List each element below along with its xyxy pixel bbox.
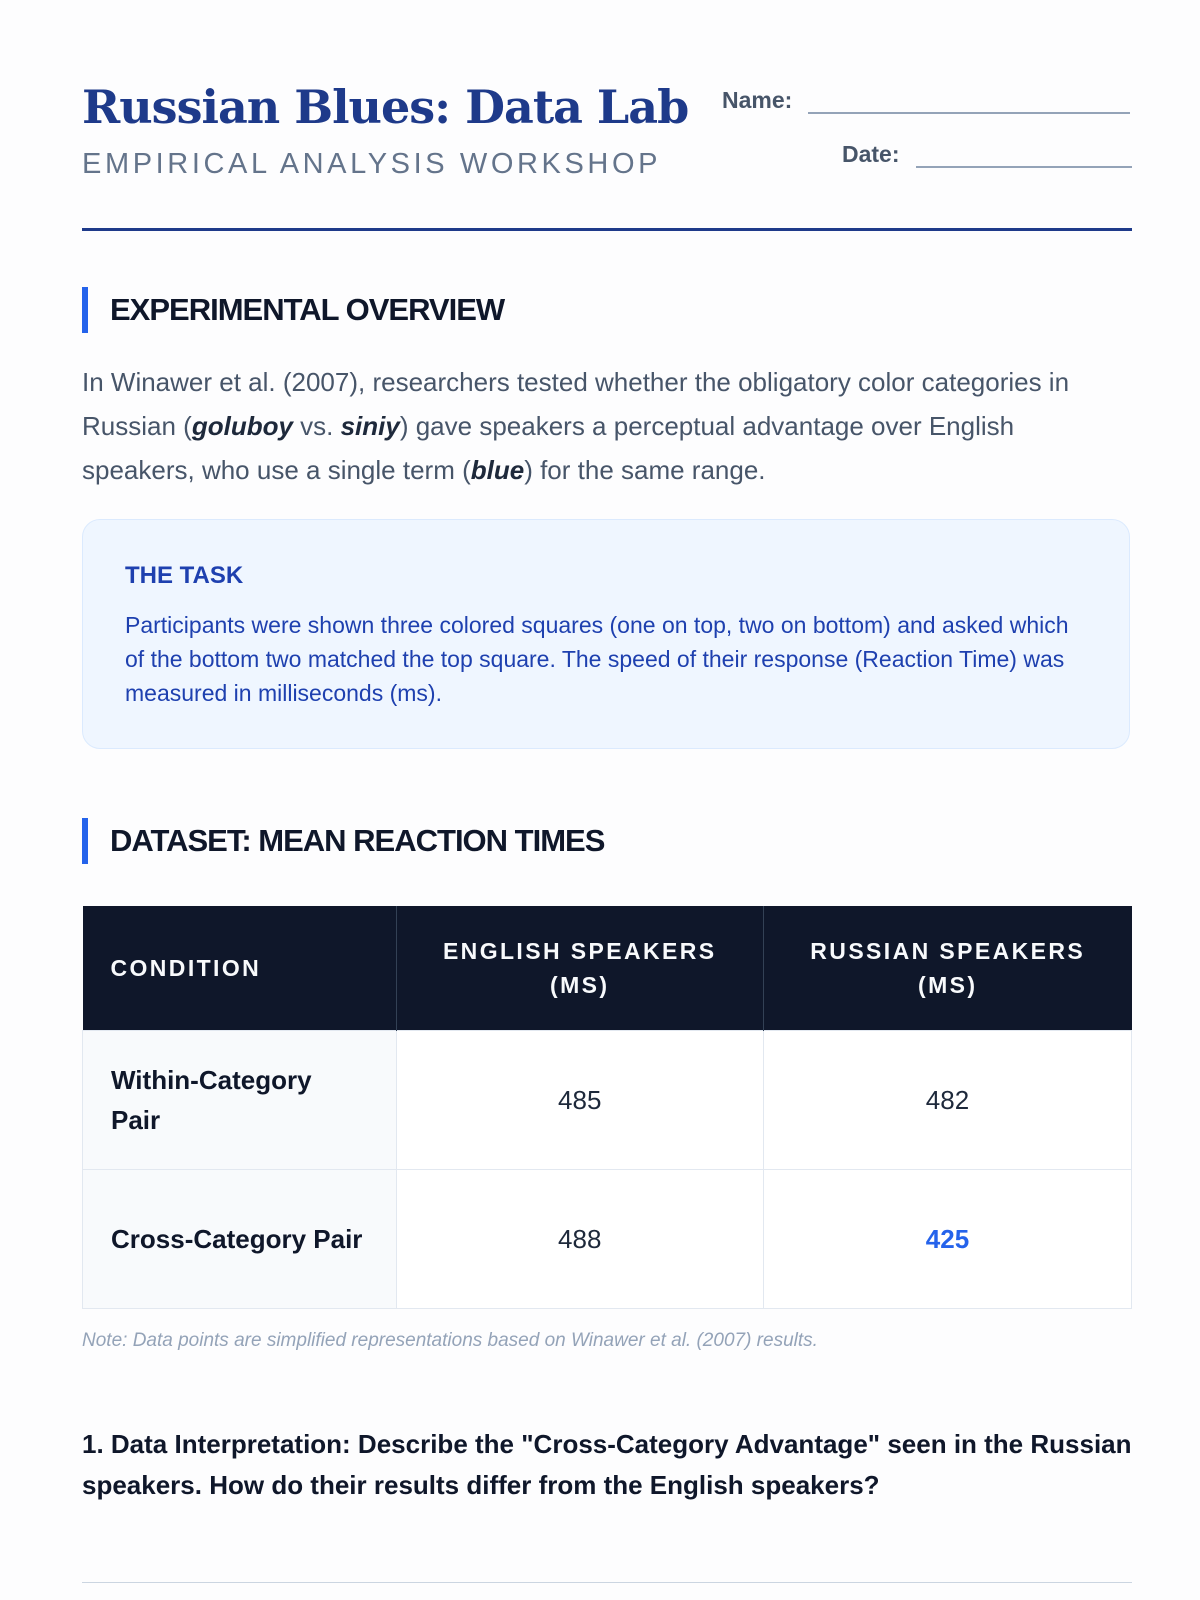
russian-rt-cell-highlighted: 425 bbox=[763, 1170, 1131, 1309]
term-goluboy: goluboy bbox=[191, 411, 293, 441]
worksheet-page bbox=[82, 0, 1132, 1600]
russian-rt-cell: 482 bbox=[763, 1031, 1131, 1170]
column-header-condition: CONDITION bbox=[83, 906, 397, 1031]
date-field[interactable] bbox=[842, 140, 1132, 168]
table-row bbox=[83, 1031, 1132, 1170]
page-title: Russian Blues: Data Lab bbox=[82, 80, 689, 134]
table-note: Note: Data points are simplified representations based on Winawer et al. (2007) results. bbox=[82, 1330, 818, 1351]
section-heading-dataset: DATASET: MEAN REACTION TIMES bbox=[82, 818, 604, 864]
header-divider bbox=[82, 228, 1132, 231]
answer-line[interactable] bbox=[82, 1582, 1132, 1583]
reaction-time-table bbox=[82, 906, 1132, 1309]
condition-cell: Cross-Category Pair bbox=[83, 1170, 397, 1309]
section-heading-overview: EXPERIMENTAL OVERVIEW bbox=[82, 287, 504, 333]
english-rt-cell: 485 bbox=[396, 1031, 763, 1170]
intro-paragraph bbox=[82, 360, 1132, 492]
intro-text: ) for the same range. bbox=[524, 455, 766, 485]
task-callout bbox=[82, 519, 1130, 749]
name-field[interactable] bbox=[722, 86, 1130, 114]
column-header-english: ENGLISH SPEAKERS (MS) bbox=[396, 906, 763, 1031]
table-row bbox=[83, 1170, 1132, 1309]
name-input-line[interactable] bbox=[808, 86, 1130, 114]
task-title: THE TASK bbox=[125, 562, 244, 589]
term-blue: blue bbox=[470, 455, 525, 485]
name-label: Name: bbox=[722, 87, 793, 113]
intro-text: vs. bbox=[292, 411, 341, 441]
term-siniy: siniy bbox=[340, 411, 400, 441]
page-subtitle: EMPIRICAL ANALYSIS WORKSHOP bbox=[82, 148, 662, 180]
intro-text: In Winawer et al. (2007), researchers tested whether the obligatory color categories in Russian ( bbox=[82, 367, 1070, 441]
condition-cell: Within-Category Pair bbox=[83, 1031, 397, 1170]
english-rt-cell: 488 bbox=[396, 1170, 763, 1309]
date-input-line[interactable] bbox=[916, 140, 1132, 168]
question-1: 1. Data Interpretation: Describe the "Cross-Category Advantage" seen in the Russian speakers. How do their results differ from the English speakers? bbox=[82, 1429, 1132, 1500]
table-header-row bbox=[83, 906, 1132, 1031]
column-header-russian: RUSSIAN SPEAKERS (MS) bbox=[763, 906, 1131, 1031]
task-description: Participants were shown three colored squares (one on top, two on bottom) and asked which of the bottom two matched the top square. The speed of their response (Reaction Time) was measured in milliseconds (ms). bbox=[125, 612, 1069, 706]
date-label: Date: bbox=[842, 141, 900, 167]
intro-text: ) gave speakers a perceptual advantage over English speakers, who use a single term ( bbox=[82, 411, 1015, 485]
